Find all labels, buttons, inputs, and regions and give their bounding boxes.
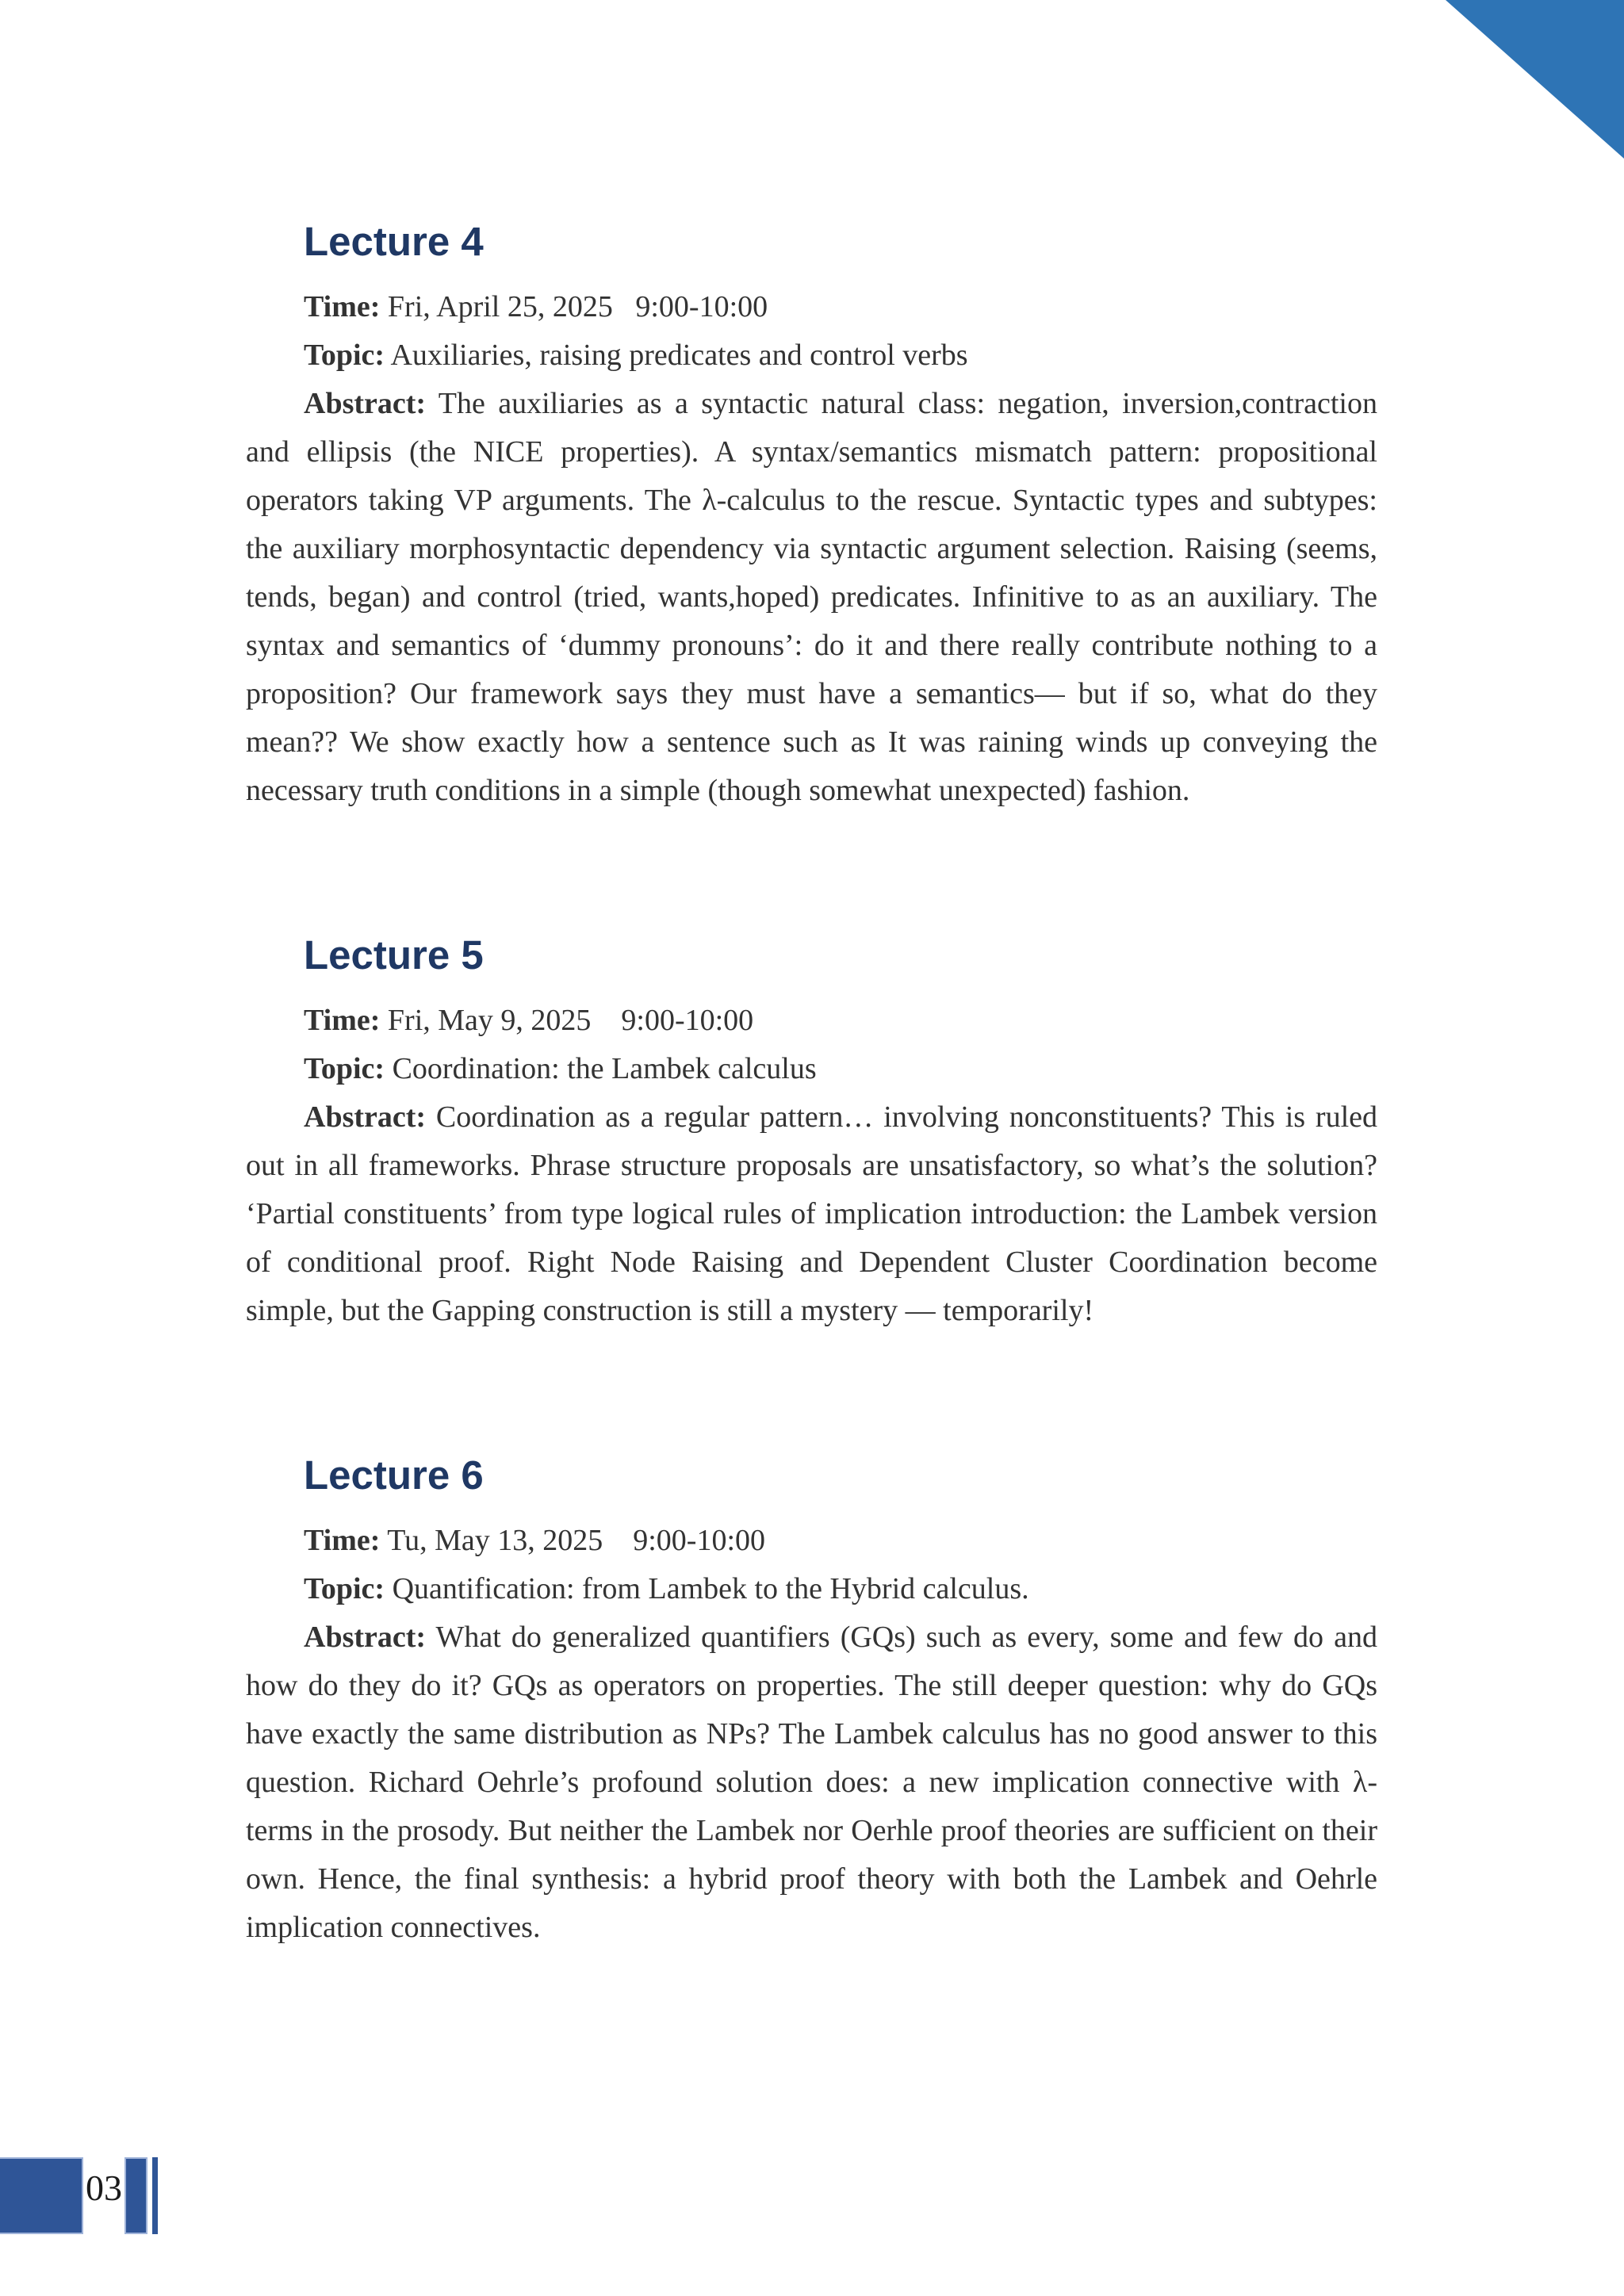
time-label: Time: [304, 290, 381, 323]
time-value: Fri, May 9, 2025 9:00-10:00 [380, 1004, 754, 1037]
topic-label: Topic: [304, 1052, 385, 1085]
lecture-title: Lecture 4 [304, 219, 484, 264]
time-line [246, 1517, 1377, 1565]
corner-triangle-decoration [1446, 0, 1624, 159]
footer-bar-decoration [124, 2157, 147, 2234]
lecture-section-4 [246, 217, 1377, 815]
abstract-label: Abstract: [304, 1621, 427, 1654]
footer-bar-thin-decoration [152, 2157, 158, 2234]
abstract-label: Abstract: [304, 1100, 427, 1134]
abstract-paragraph [246, 1613, 1377, 1952]
topic-value: Auxiliaries, raising predicates and control verbs [385, 339, 968, 372]
time-value: Tu, May 13, 2025 9:00-10:00 [380, 1524, 766, 1557]
footer-block-decoration [0, 2157, 83, 2234]
topic-label: Topic: [304, 339, 385, 372]
time-line [246, 283, 1377, 331]
time-label: Time: [304, 1004, 381, 1037]
time-line [246, 997, 1377, 1045]
topic-value: Quantification: from Lambek to the Hybrid calculus. [385, 1572, 1029, 1605]
abstract-text: The auxiliaries as a syntactic natural class: negation, inversion,contraction and ellipsis (the NICE properties). A syntax/semantics mismatch pattern: propositional operators taking VP arguments. The λ-calculus to the rescue. Syntactic types and subtypes: the auxiliary morphosyntactic dependency via syntactic argument selection. Raising (seems, tends, began) and control (tried, wants,hoped) predicates. Infinitive to as an auxiliary. The syntax and semantics of ‘dummy pronouns’: do it and there really contribute nothing to a proposition? Our framework says they must have a semantics— but if so, what do they mean?? We show exactly how a sentence such as It was raining winds up conveying the necessary truth conditions in a simple (though somewhat unexpected) fashion. [246, 387, 1377, 807]
lecture-section-5 [246, 931, 1377, 1335]
topic-line [246, 1045, 1377, 1093]
lecture-title: Lecture 6 [304, 1452, 484, 1498]
abstract-label: Abstract: [304, 387, 427, 420]
abstract-paragraph [246, 1093, 1377, 1335]
page-content [246, 217, 1377, 1952]
abstract-paragraph [246, 380, 1377, 815]
time-value: Fri, April 25, 2025 9:00-10:00 [380, 290, 768, 323]
topic-line [246, 1565, 1377, 1613]
lecture-section-6 [246, 1451, 1377, 1952]
lecture-title: Lecture 5 [304, 932, 484, 978]
abstract-text: What do generalized quantifiers (GQs) such as every, some and few do and how do they do it? GQs as operators on properties. The still deeper question: why do GQs have exactly the same distribution as NPs? The Lambek calculus has no good answer to this question. Richard Oehrle’s profound solution does: a new implication connective with λ-terms in the prosody. But neither the Lambek nor Oerhle proof theories are sufficient on their own. Hence, the final synthesis: a hybrid proof theory with both the Lambek and Oehrle implication connectives. [246, 1621, 1377, 1944]
topic-line [246, 331, 1377, 380]
abstract-text: Coordination as a regular pattern… involving nonconstituents? This is ruled out in all frameworks. Phrase structure proposals are unsatisfactory, so what’s the solution? ‘Partial constituents’ from type logical rules of implication introduction: the Lambek version of conditional proof. Right Node Raising and Dependent Cluster Coordination become simple, but the Gapping construction is still a mystery — temporarily! [246, 1100, 1377, 1327]
time-label: Time: [304, 1524, 381, 1557]
page-number: 03 [86, 2168, 122, 2208]
topic-value: Coordination: the Lambek calculus [385, 1052, 817, 1085]
topic-label: Topic: [304, 1572, 385, 1605]
